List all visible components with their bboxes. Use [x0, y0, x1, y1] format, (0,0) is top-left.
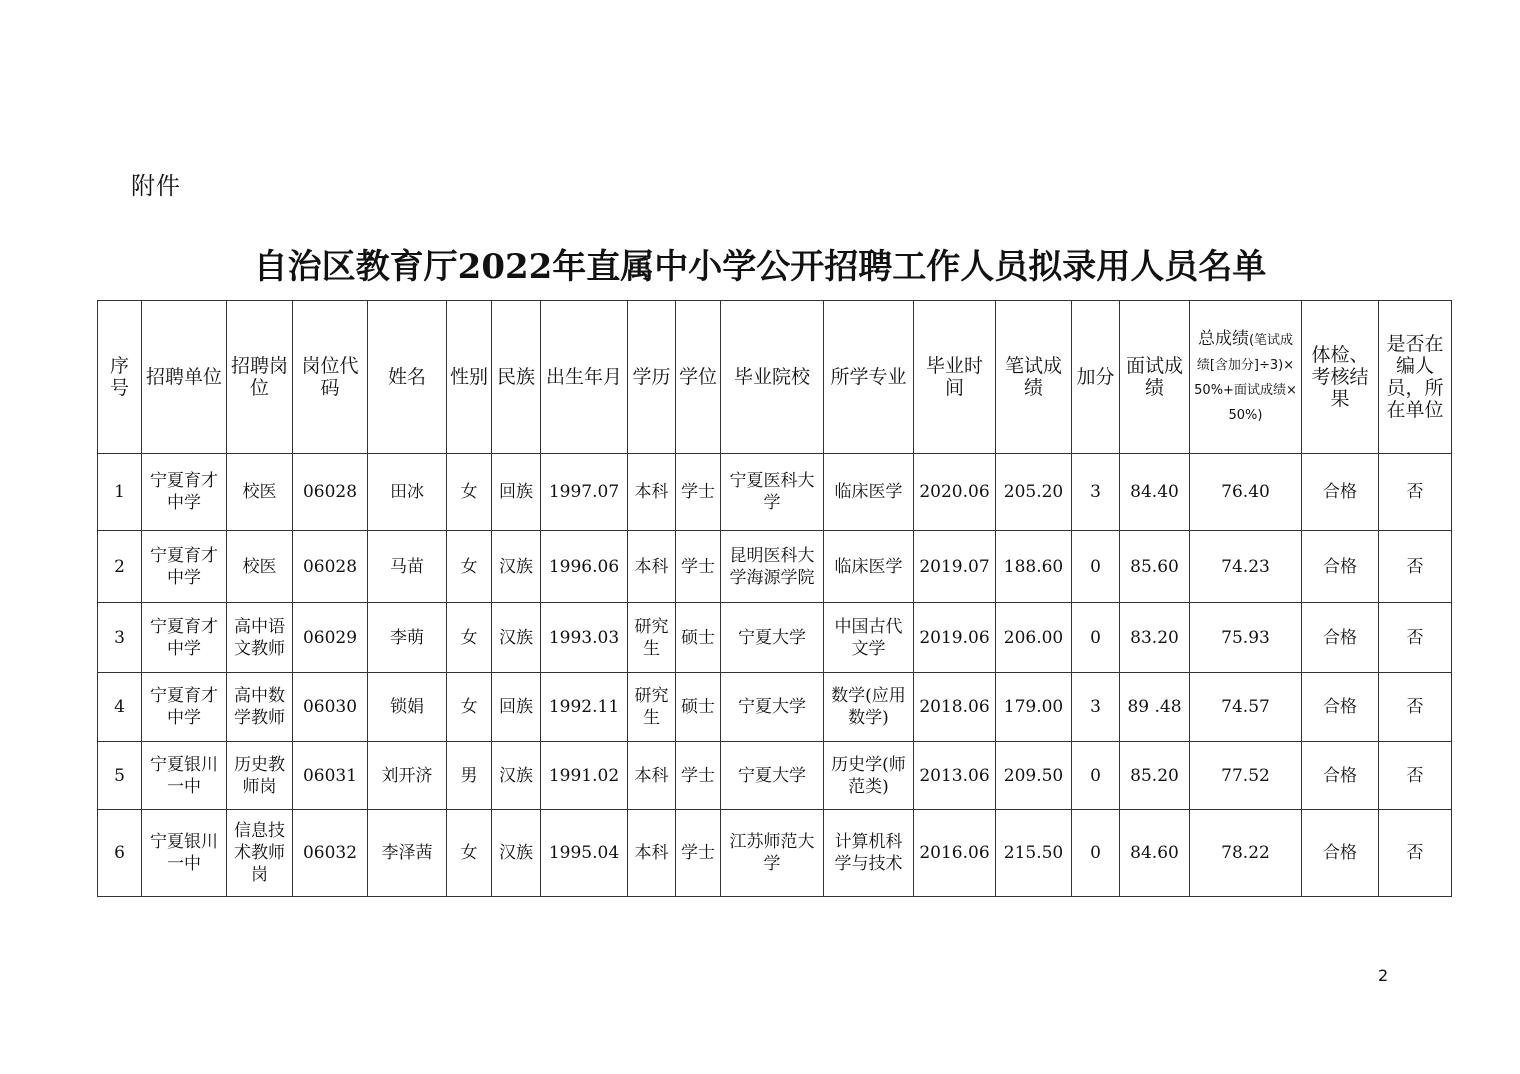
- cell-major: 临床医学: [824, 454, 914, 531]
- cell-total: 75.93: [1190, 603, 1302, 673]
- hiring-roster-table: [97, 300, 1452, 897]
- cell-ethnicity: 汉族: [492, 742, 541, 810]
- cell-major: 中国古代文学: [824, 603, 914, 673]
- header-total-note: (笔试成绩[含加分]÷3)×50%+面试成绩×50%): [1194, 333, 1297, 423]
- cell-check: 合格: [1302, 454, 1379, 531]
- header-total-label: 总成绩: [1197, 329, 1249, 349]
- cell-degree: 学士: [676, 454, 721, 531]
- cell-grad-time: 2019.06: [914, 603, 996, 673]
- cell-seq: 4: [98, 673, 142, 742]
- cell-written: 205.20: [996, 454, 1072, 531]
- table-row: [98, 603, 1452, 673]
- cell-unit: 宁夏银川一中: [142, 810, 227, 897]
- header-gender: 性别: [447, 301, 492, 454]
- cell-school: 宁夏大学: [721, 673, 824, 742]
- cell-grad-time: 2013.06: [914, 742, 996, 810]
- cell-gender: 女: [447, 673, 492, 742]
- cell-ethnicity: 汉族: [492, 603, 541, 673]
- header-total: [1190, 301, 1302, 454]
- cell-education: 本科: [628, 742, 676, 810]
- cell-grad-time: 2016.06: [914, 810, 996, 897]
- cell-bonus: 0: [1072, 603, 1120, 673]
- cell-interview: 85.20: [1120, 742, 1190, 810]
- header-written: 笔试成绩: [996, 301, 1072, 454]
- cell-name: 李泽茜: [368, 810, 447, 897]
- cell-bonus: 0: [1072, 531, 1120, 603]
- cell-interview: 84.60: [1120, 810, 1190, 897]
- cell-grad-time: 2019.07: [914, 531, 996, 603]
- cell-written: 215.50: [996, 810, 1072, 897]
- cell-seq: 5: [98, 742, 142, 810]
- cell-school: 宁夏医科大学: [721, 454, 824, 531]
- header-birth: 出生年月: [541, 301, 628, 454]
- cell-school: 宁夏大学: [721, 603, 824, 673]
- header-check: 体检、考核结果: [1302, 301, 1379, 454]
- table-header-row: [98, 301, 1452, 454]
- cell-education: 研究生: [628, 673, 676, 742]
- cell-interview: 85.60: [1120, 531, 1190, 603]
- cell-unit: 宁夏育才中学: [142, 603, 227, 673]
- cell-birth: 1992.11: [541, 673, 628, 742]
- cell-interview: 84.40: [1120, 454, 1190, 531]
- cell-ethnicity: 汉族: [492, 810, 541, 897]
- cell-interview: 89 .48: [1120, 673, 1190, 742]
- cell-written: 179.00: [996, 673, 1072, 742]
- header-seq: 序号: [98, 301, 142, 454]
- cell-total: 78.22: [1190, 810, 1302, 897]
- cell-gender: 女: [447, 603, 492, 673]
- cell-code: 06032: [293, 810, 368, 897]
- cell-code: 06031: [293, 742, 368, 810]
- cell-bonus: 0: [1072, 810, 1120, 897]
- cell-total: 74.23: [1190, 531, 1302, 603]
- cell-gender: 女: [447, 810, 492, 897]
- cell-post: 信息技术教师岗: [227, 810, 293, 897]
- cell-code: 06029: [293, 603, 368, 673]
- cell-major: 历史学(师范类): [824, 742, 914, 810]
- cell-major: 计算机科学与技术: [824, 810, 914, 897]
- cell-birth: 1995.04: [541, 810, 628, 897]
- cell-code: 06028: [293, 454, 368, 531]
- cell-birth: 1993.03: [541, 603, 628, 673]
- cell-staffed: 否: [1379, 454, 1452, 531]
- cell-degree: 学士: [676, 742, 721, 810]
- cell-name: 田冰: [368, 454, 447, 531]
- cell-unit: 宁夏育才中学: [142, 454, 227, 531]
- cell-degree: 学士: [676, 810, 721, 897]
- document-title: 自治区教育厅2022年直属中小学公开招聘工作人员拟录用人员名单: [253, 247, 1267, 287]
- cell-code: 06030: [293, 673, 368, 742]
- header-post: 招聘岗位: [227, 301, 293, 454]
- table-row: [98, 810, 1452, 897]
- cell-name: 李萌: [368, 603, 447, 673]
- cell-staffed: 否: [1379, 531, 1452, 603]
- cell-birth: 1997.07: [541, 454, 628, 531]
- cell-unit: 宁夏育才中学: [142, 531, 227, 603]
- cell-ethnicity: 回族: [492, 673, 541, 742]
- cell-school: 江苏师范大学: [721, 810, 824, 897]
- cell-degree: 硕士: [676, 603, 721, 673]
- cell-major: 临床医学: [824, 531, 914, 603]
- cell-degree: 学士: [676, 531, 721, 603]
- cell-education: 本科: [628, 810, 676, 897]
- cell-post: 高中数学教师: [227, 673, 293, 742]
- header-major: 所学专业: [824, 301, 914, 454]
- cell-gender: 女: [447, 454, 492, 531]
- cell-school: 昆明医科大学海源学院: [721, 531, 824, 603]
- cell-check: 合格: [1302, 531, 1379, 603]
- cell-birth: 1991.02: [541, 742, 628, 810]
- cell-bonus: 0: [1072, 742, 1120, 810]
- cell-total: 74.57: [1190, 673, 1302, 742]
- cell-education: 本科: [628, 454, 676, 531]
- header-degree: 学位: [676, 301, 721, 454]
- cell-staffed: 否: [1379, 603, 1452, 673]
- table-body: [98, 454, 1452, 897]
- table-row: [98, 673, 1452, 742]
- cell-ethnicity: 汉族: [492, 531, 541, 603]
- header-bonus: 加分: [1072, 301, 1120, 454]
- cell-school: 宁夏大学: [721, 742, 824, 810]
- cell-ethnicity: 回族: [492, 454, 541, 531]
- table-row: [98, 531, 1452, 603]
- cell-post: 历史教师岗: [227, 742, 293, 810]
- cell-interview: 83.20: [1120, 603, 1190, 673]
- cell-name: 马苗: [368, 531, 447, 603]
- cell-code: 06028: [293, 531, 368, 603]
- cell-unit: 宁夏育才中学: [142, 673, 227, 742]
- attachment-label: 附件: [131, 172, 181, 200]
- cell-grad-time: 2018.06: [914, 673, 996, 742]
- cell-bonus: 3: [1072, 454, 1120, 531]
- cell-total: 76.40: [1190, 454, 1302, 531]
- page-number: 2: [1378, 966, 1389, 985]
- table-row: [98, 454, 1452, 531]
- header-grad-time: 毕业时间: [914, 301, 996, 454]
- cell-seq: 1: [98, 454, 142, 531]
- cell-written: 188.60: [996, 531, 1072, 603]
- cell-bonus: 3: [1072, 673, 1120, 742]
- header-education: 学历: [628, 301, 676, 454]
- cell-grad-time: 2020.06: [914, 454, 996, 531]
- cell-seq: 2: [98, 531, 142, 603]
- header-ethnicity: 民族: [492, 301, 541, 454]
- cell-staffed: 否: [1379, 742, 1452, 810]
- header-interview: 面试成绩: [1120, 301, 1190, 454]
- cell-check: 合格: [1302, 673, 1379, 742]
- cell-degree: 硕士: [676, 673, 721, 742]
- cell-check: 合格: [1302, 810, 1379, 897]
- cell-post: 校医: [227, 531, 293, 603]
- cell-staffed: 否: [1379, 673, 1452, 742]
- cell-name: 刘开济: [368, 742, 447, 810]
- header-school: 毕业院校: [721, 301, 824, 454]
- header-code: 岗位代码: [293, 301, 368, 454]
- cell-unit: 宁夏银川一中: [142, 742, 227, 810]
- cell-staffed: 否: [1379, 810, 1452, 897]
- cell-seq: 3: [98, 603, 142, 673]
- header-staffed: 是否在编人员，所在单位: [1379, 301, 1452, 454]
- cell-written: 209.50: [996, 742, 1072, 810]
- cell-major: 数学(应用数学): [824, 673, 914, 742]
- cell-education: 研究生: [628, 603, 676, 673]
- cell-birth: 1996.06: [541, 531, 628, 603]
- cell-check: 合格: [1302, 742, 1379, 810]
- header-unit: 招聘单位: [142, 301, 227, 454]
- cell-education: 本科: [628, 531, 676, 603]
- cell-post: 校医: [227, 454, 293, 531]
- cell-total: 77.52: [1190, 742, 1302, 810]
- header-name: 姓名: [368, 301, 447, 454]
- cell-gender: 女: [447, 531, 492, 603]
- cell-name: 锁娟: [368, 673, 447, 742]
- table-row: [98, 742, 1452, 810]
- cell-gender: 男: [447, 742, 492, 810]
- cell-written: 206.00: [996, 603, 1072, 673]
- cell-seq: 6: [98, 810, 142, 897]
- cell-post: 高中语文教师: [227, 603, 293, 673]
- cell-check: 合格: [1302, 603, 1379, 673]
